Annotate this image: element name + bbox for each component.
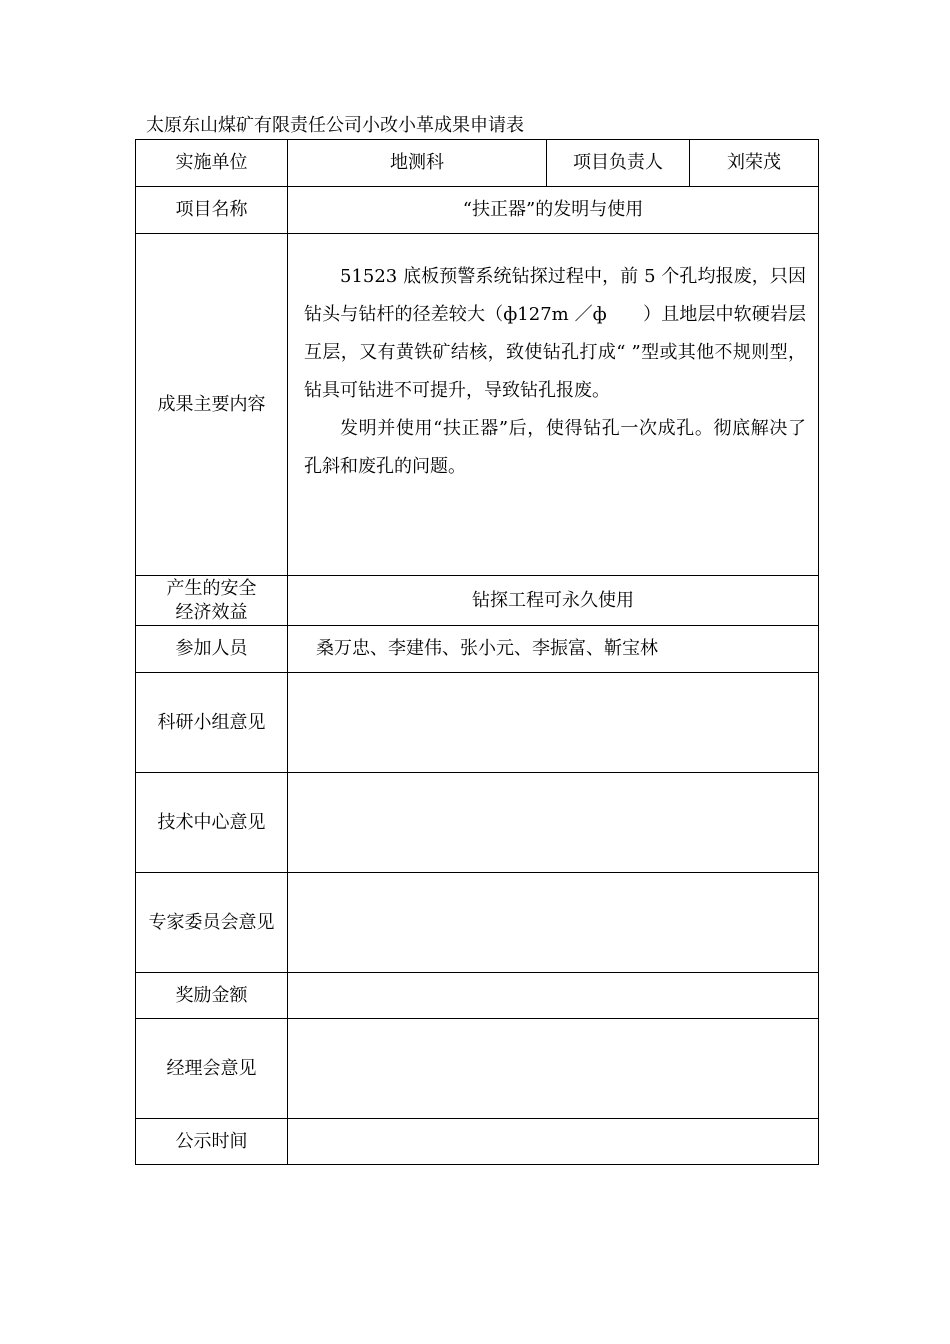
research-value[interactable] [288,673,819,773]
project-name-value: “扶正器”的发明与使用 [288,187,819,234]
reward-label: 奖励金额 [136,973,288,1019]
row-implementing-unit [136,140,819,187]
row-members [136,626,819,673]
row-research-opinion [136,673,819,773]
content-paragraph-2: 发明并使用“扶正器”后，使得钻孔一次成孔。彻底解决了孔斜和废孔的问题。 [304,418,806,477]
members-label: 参加人员 [136,626,288,673]
tech-label: 技术中心意见 [136,773,288,873]
content-paragraph-1: 51523 底板预警系统钻探过程中，前 5 个孔均报废，只因钻头与钻杆的径差较大（ф127m ／ф ）且地层中软硬岩层互层，又有黄铁矿结核，致使钻孔打成“ ”型或其他不规则型，钻具可钻进不可提升，导致钻孔报废。 [304,266,806,401]
benefit-value: 钻探工程可永久使用 [288,576,819,626]
row-tech-opinion [136,773,819,873]
row-main-content [136,234,819,576]
leader-value: 刘荣茂 [690,140,819,187]
document-title: 太原东山煤矿有限责任公司小改小革成果申请表 [146,115,524,136]
research-label: 科研小组意见 [136,673,288,773]
leader-label: 项目负责人 [547,140,690,187]
unit-label: 实施单位 [136,140,288,187]
publicity-value[interactable] [288,1119,819,1165]
benefit-label-line-2: 经济效益 [175,601,248,623]
benefit-label-line-1: 产生的安全 [166,577,257,599]
expert-label: 专家委员会意见 [136,873,288,973]
row-expert-opinion [136,873,819,973]
row-reward [136,973,819,1019]
benefit-label [136,576,288,626]
project-name-label: 项目名称 [136,187,288,234]
row-manager-opinion [136,1019,819,1119]
expert-value[interactable] [288,873,819,973]
manager-label: 经理会意见 [136,1019,288,1119]
reward-value[interactable] [288,973,819,1019]
content-value [288,234,819,576]
manager-value[interactable] [288,1019,819,1119]
content-label: 成果主要内容 [136,234,288,576]
row-publicity-time [136,1119,819,1165]
publicity-label: 公示时间 [136,1119,288,1165]
application-form-table [135,139,819,1165]
members-value: 桑万忠、李建伟、张小元、李振富、靳宝林 [288,626,819,673]
row-benefit [136,576,819,626]
tech-value[interactable] [288,773,819,873]
unit-value: 地测科 [288,140,547,187]
row-project-name [136,187,819,234]
